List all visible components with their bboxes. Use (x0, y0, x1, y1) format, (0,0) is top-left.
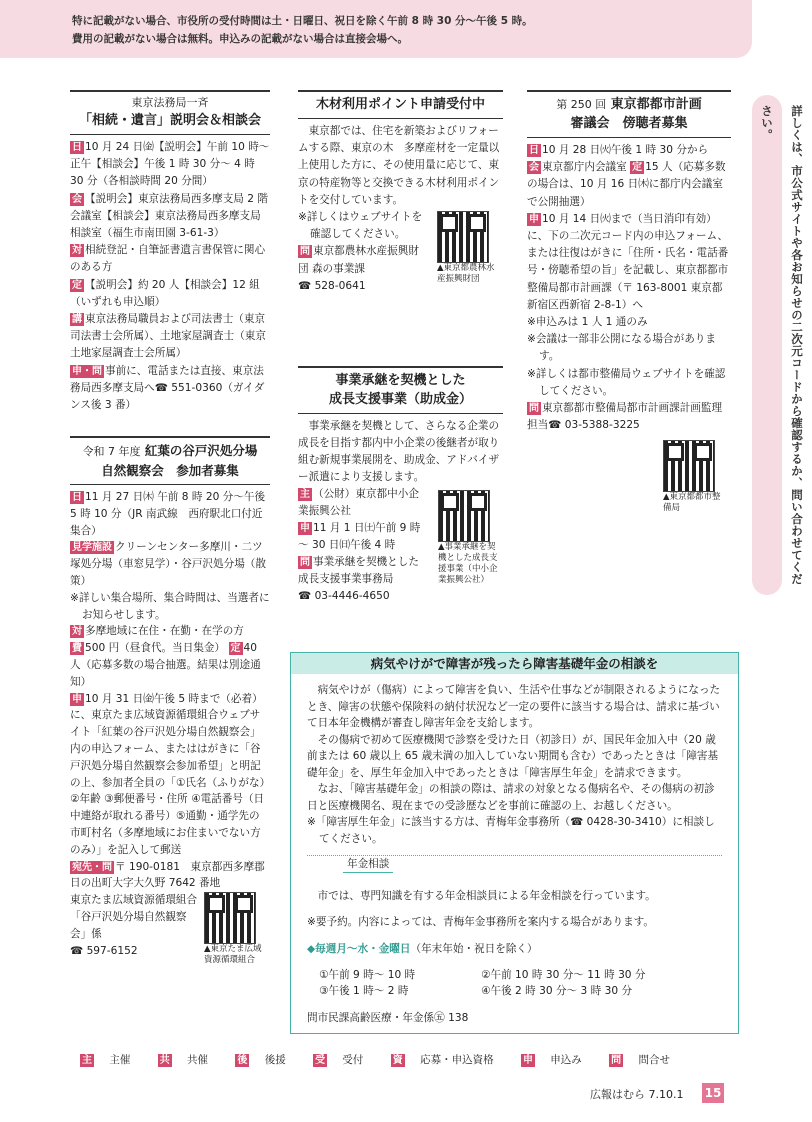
slot-2: ②午前 10 時 30 分～ 11 時 30 分 (481, 969, 646, 982)
apply-tag: 申 (72, 693, 82, 705)
contact-tag: 問 (300, 246, 310, 258)
pension-paragraph-1: 病気やけが（傷病）によって障害を負い、生活や仕事などが制限されるようになったとき、障害の状態や保険料の納付状況など一定の要件に該当する場合は、請求に基づいて日本年金機構が審査し障害年金を支給します。 (307, 684, 721, 729)
article-title (298, 90, 503, 119)
contact-tag: 問 (529, 403, 539, 415)
article-title (70, 436, 270, 485)
apply-tag: 申・問 (72, 365, 102, 377)
note-2: ※会議は一部非公開になる場合があります。 (527, 333, 716, 363)
phone: ☎ 597-6152 (70, 944, 138, 957)
side-note-text: 詳しくは、市公式サイトや各お知らせの二次元コードから確認するか、問い合わせてください。 (760, 105, 804, 585)
legend-label: 受付 (342, 1054, 364, 1066)
capacity-text: 15 人（応募多数の場合は、10 月 16 日㈭に都庁内会議室で公開抽選） (527, 161, 726, 208)
slot-1: ①午前 9 時～ 10 時 (319, 969, 416, 982)
schedule-paren: （年末年始・祝日を除く） (410, 942, 538, 955)
target-text: 多摩地域に在住・在勤・在学の方 (85, 625, 244, 638)
consultation-contact: 問市民課高齢医療・年金係㊄ 138 (307, 1011, 469, 1024)
venue-text: 東京都庁内会議室 (542, 161, 627, 174)
note-1: ※申込みは 1 人 1 通のみ (527, 316, 648, 329)
article-subtitle: 東京法務局一斉 (131, 96, 209, 109)
date-text: 10 月 28 日㈫午後 1 時 30 分から (542, 144, 709, 156)
apply-text: 10 月 31 日㈮午後 5 時まで（必着）に、東京たま広域資源循環組合ウェブサイト「紅葉の谷戸沢処分場自然観察会」内の申込フォーム、またははがきに「谷戸沢処分場自然観察会参加希望」と明記の上、参加者全員の「①氏名（ふりがな）②年齢 ③郵便番号・住所 ④電話番号（日中連絡が取れる番号）⑤通勤・通学先の市町村名（多摩地域にお住まいでない方のみ）」を記入して郵送 (70, 692, 265, 856)
pension-box (290, 652, 739, 1034)
legend-tag: 主 (82, 1055, 92, 1066)
notice-line-2: 費用の記載がない場合は無料。申込みの記載がない場合は直接会場へ。 (72, 33, 408, 45)
qr-caption: ▲東京都農林水産振興財団 (437, 263, 495, 285)
qr-caption: ▲東京たま広域資源循環組合 (204, 944, 262, 966)
article-title (527, 90, 731, 138)
article-heading: 「相続・遺言」説明会＆相談会 (78, 113, 261, 128)
article-city-planning (527, 90, 731, 514)
date-text: 11 月 27 日㈭ 午前 8 時 20 分～午後 5 時 10 分（JR 南武線 西府駅北口付近集合） (70, 491, 266, 537)
note: ※詳しくはウェブサイトを確認してください。 (298, 211, 423, 241)
date-tag: 日 (72, 492, 82, 503)
fee-text: 500 円（昼食代。当日集金） (85, 642, 226, 655)
qr-code[interactable] (663, 440, 715, 492)
legend-label: 共催 (187, 1054, 209, 1066)
contact-tag: 問 (300, 557, 310, 568)
article-inheritance (70, 90, 270, 414)
notice-line-1: 特に記載がない場合、市役所の受付時間は土・日曜日、祝日を除く午前 8 時 30 分～午後 5 時。 (72, 15, 533, 27)
target-tag: 対 (72, 245, 82, 257)
phone: ☎ 528-0641 (298, 279, 366, 292)
legend-tag: 資 (392, 1055, 403, 1066)
article-title (298, 366, 503, 414)
article-business-succession (298, 366, 503, 605)
legend-tag: 受 (315, 1055, 326, 1066)
qr-caption: ▲事業承継を契機とした成長支援事業（中小企業振興公社） (438, 542, 498, 585)
date-text: 10 月 24 日㈮【説明会】午前 10 時～正午【相談会】午後 1 時 30 分～ 4 時 30 分（各相談時間 20 分間） (70, 141, 270, 188)
capacity-tag: 定 (632, 162, 643, 174)
qr-code[interactable] (437, 211, 489, 263)
target-text: 相続登記・自筆証書遺言書保管に関心のある方 (70, 244, 266, 274)
article-subtitle: 第 250 回 (556, 98, 607, 111)
qr-code[interactable] (438, 490, 490, 542)
apply-text: 10 月 14 日㈫まで（当日消印有効）に、下の二次元コード内の申込フォーム、または往復はがきに「住所・氏名・電話番号・傍聴希望の旨」を記載し、東京都都市整備局都市計画課（〒 163-8001 東京都新宿区西新宿 2-8-1）へ (527, 212, 729, 311)
capacity-text: 【説明会】約 20 人【相談会】12 組（いずれも申込順） (70, 278, 260, 308)
legend-label: 主催 (109, 1054, 131, 1066)
pension-paragraph-2: その傷病で初めて医療機関で診察を受けた日（初診日）が、国民年金加入中（20 歳前または 60 歳以上 65 歳未満の加入していない期間も含む）であったときは「障害基礎年金」を、厚生年金加入中であったときは「障害厚生年金」を請求できます。 (307, 733, 719, 779)
article-heading-2: 自然観察会 参加者募集 (101, 463, 239, 478)
apply-tag: 申 (529, 213, 539, 225)
contact-text: 東京都都市整備局都市計画課計画監理担当☎ 03-5388-3225 (527, 402, 723, 432)
legend-label: 後援 (264, 1054, 286, 1066)
schedule-head: ◆毎週月～水・金曜日 (307, 942, 411, 955)
address-tag: 宛先・問 (72, 861, 112, 873)
article-heading: 木材利用ポイント申請受付中 (315, 97, 485, 112)
article-wood-points (298, 90, 503, 295)
legend-tag: 問 (611, 1055, 622, 1066)
article-title (70, 90, 270, 135)
contact-text: 東京都農林水産振興財団 森の事業課 (298, 245, 419, 275)
article-heading-2: 成長支援事業（助成金） (328, 392, 472, 407)
consultation-body: 市では、専門知識を有する年金相談員による年金相談を行っています。 (317, 889, 656, 902)
article-heading-1: 東京都都市計画 (610, 97, 702, 112)
phone: ☎ 03-4446-4650 (298, 590, 390, 602)
host-text: （公財）東京都中小企業振興公社 (298, 488, 419, 517)
apply-text: 事前に、電話または直接、東京法務局西多摩支局へ☎ 551-0360（ガイダンス後 3 番） (70, 364, 265, 412)
legend-label: 申込み (550, 1054, 582, 1066)
slot-4: ④午後 2 時 30 分～ 3 時 30 分 (481, 985, 633, 998)
legend-tag: 共 (159, 1055, 170, 1066)
body: 事業承継を契機として、さらなる企業の成長を目指す都内中小企業の後継者が取り組む新規事業展開を、助成金、アドバイザー派遣により支援します。 (298, 420, 500, 483)
tour-text: クリーンセンター多摩川・二ツ塚処分場（車窓見学）・谷戸沢処分場（散策） (70, 541, 266, 587)
legend-label: 応募・申込資格 (420, 1054, 494, 1066)
host-tag: 主 (300, 489, 310, 500)
legend-tag: 申 (522, 1055, 533, 1066)
side-note (752, 95, 804, 595)
consultation-heading: 年金相談 (343, 856, 393, 873)
organization: 東京たま広域資源循環組合「谷戸沢処分場自然観察会」係 (70, 894, 198, 940)
note: ※詳しい集合場所、集合時間は、当選者にお知らせします。 (70, 591, 270, 621)
lecturer-text: 東京法務局職員および司法書士（東京司法書士会所属）、土地家屋調査士（東京土地家屋調査士会所属） (70, 313, 266, 360)
legend-tag: 後 (237, 1055, 248, 1066)
fee-tag: 費 (72, 643, 82, 655)
contact-text: 事業承継を契機とした成長支援事業事務局 (298, 556, 419, 585)
pension-title: 病気やけがで障害が残ったら障害基礎年金の相談を (291, 653, 738, 674)
venue-text: 【説明会】東京法務局西多摩支局 2 階会議室【相談会】東京法務局西多摩支局相談室（福生市南田園 3-61-3） (70, 192, 268, 240)
target-tag: 対 (72, 626, 82, 638)
article-heading-2: 審議会 傍聴者募集 (570, 116, 688, 131)
tour-tag: 見学施設 (72, 542, 112, 554)
article-subtitle: 令和 7 年度 (82, 445, 141, 458)
pension-note: ※「障害厚生年金」に該当する方は、青梅年金事務所（☎ 0428-30-3410）に相談してください。 (307, 816, 715, 845)
body: 東京都では、住宅を新築およびリフォームする際、東京の木 多摩産材を一定量以上使用した方に、その使用量に応じて、東京の特産物等と交換できる木材利用ポイントを交付しています。 (298, 125, 500, 206)
lecturer-tag: 講 (72, 314, 82, 326)
article-heading-1: 事業承継を契機とした (335, 373, 466, 388)
apply-text: 11 月 1 日㈯午前 9 時～ 30 日㈰午後 4 時 (298, 522, 421, 551)
date-tag: 日 (529, 145, 539, 156)
venue-tag: 会 (72, 193, 82, 205)
venue-tag: 会 (529, 162, 539, 174)
apply-tag: 申 (300, 523, 310, 534)
qr-caption: ▲東京都都市整備局 (663, 492, 721, 514)
address-text: 〒 190-0181 東京都西多摩郡日の出町大字大久野 7642 番地 (70, 860, 265, 890)
legend (80, 1052, 694, 1067)
capacity-tag: 定 (72, 279, 82, 291)
pension-paragraph-3: なお、「障害基礎年金」の相談の際は、請求の対象となる傷病名や、その傷病の初診日と医療機関名、現在までの受診歴などを事前に確認の上、お越しください。 (307, 783, 715, 812)
article-nature-tour (70, 436, 270, 966)
date-tag: 日 (72, 142, 82, 153)
legend-label: 問合せ (638, 1054, 670, 1066)
note-3: ※詳しくは都市整備局ウェブサイトを確認してください。 (527, 367, 726, 397)
publication-footer: 広報はむら 7.10.1 (590, 1088, 684, 1101)
slot-3: ③午後 1 時～ 2 時 (319, 985, 409, 998)
qr-code[interactable] (204, 892, 256, 944)
page-number: 15 (702, 1083, 724, 1103)
consultation-note: ※要予約。内容によっては、青梅年金事務所を案内する場合があります。 (307, 916, 655, 929)
article-heading-1: 紅葉の谷戸沢処分場 (144, 443, 258, 458)
capacity-tag: 定 (230, 643, 241, 655)
capacity-text: 40 人（応募多数の場合抽選。結果は別途通知） (70, 642, 261, 688)
top-notice (0, 0, 752, 58)
